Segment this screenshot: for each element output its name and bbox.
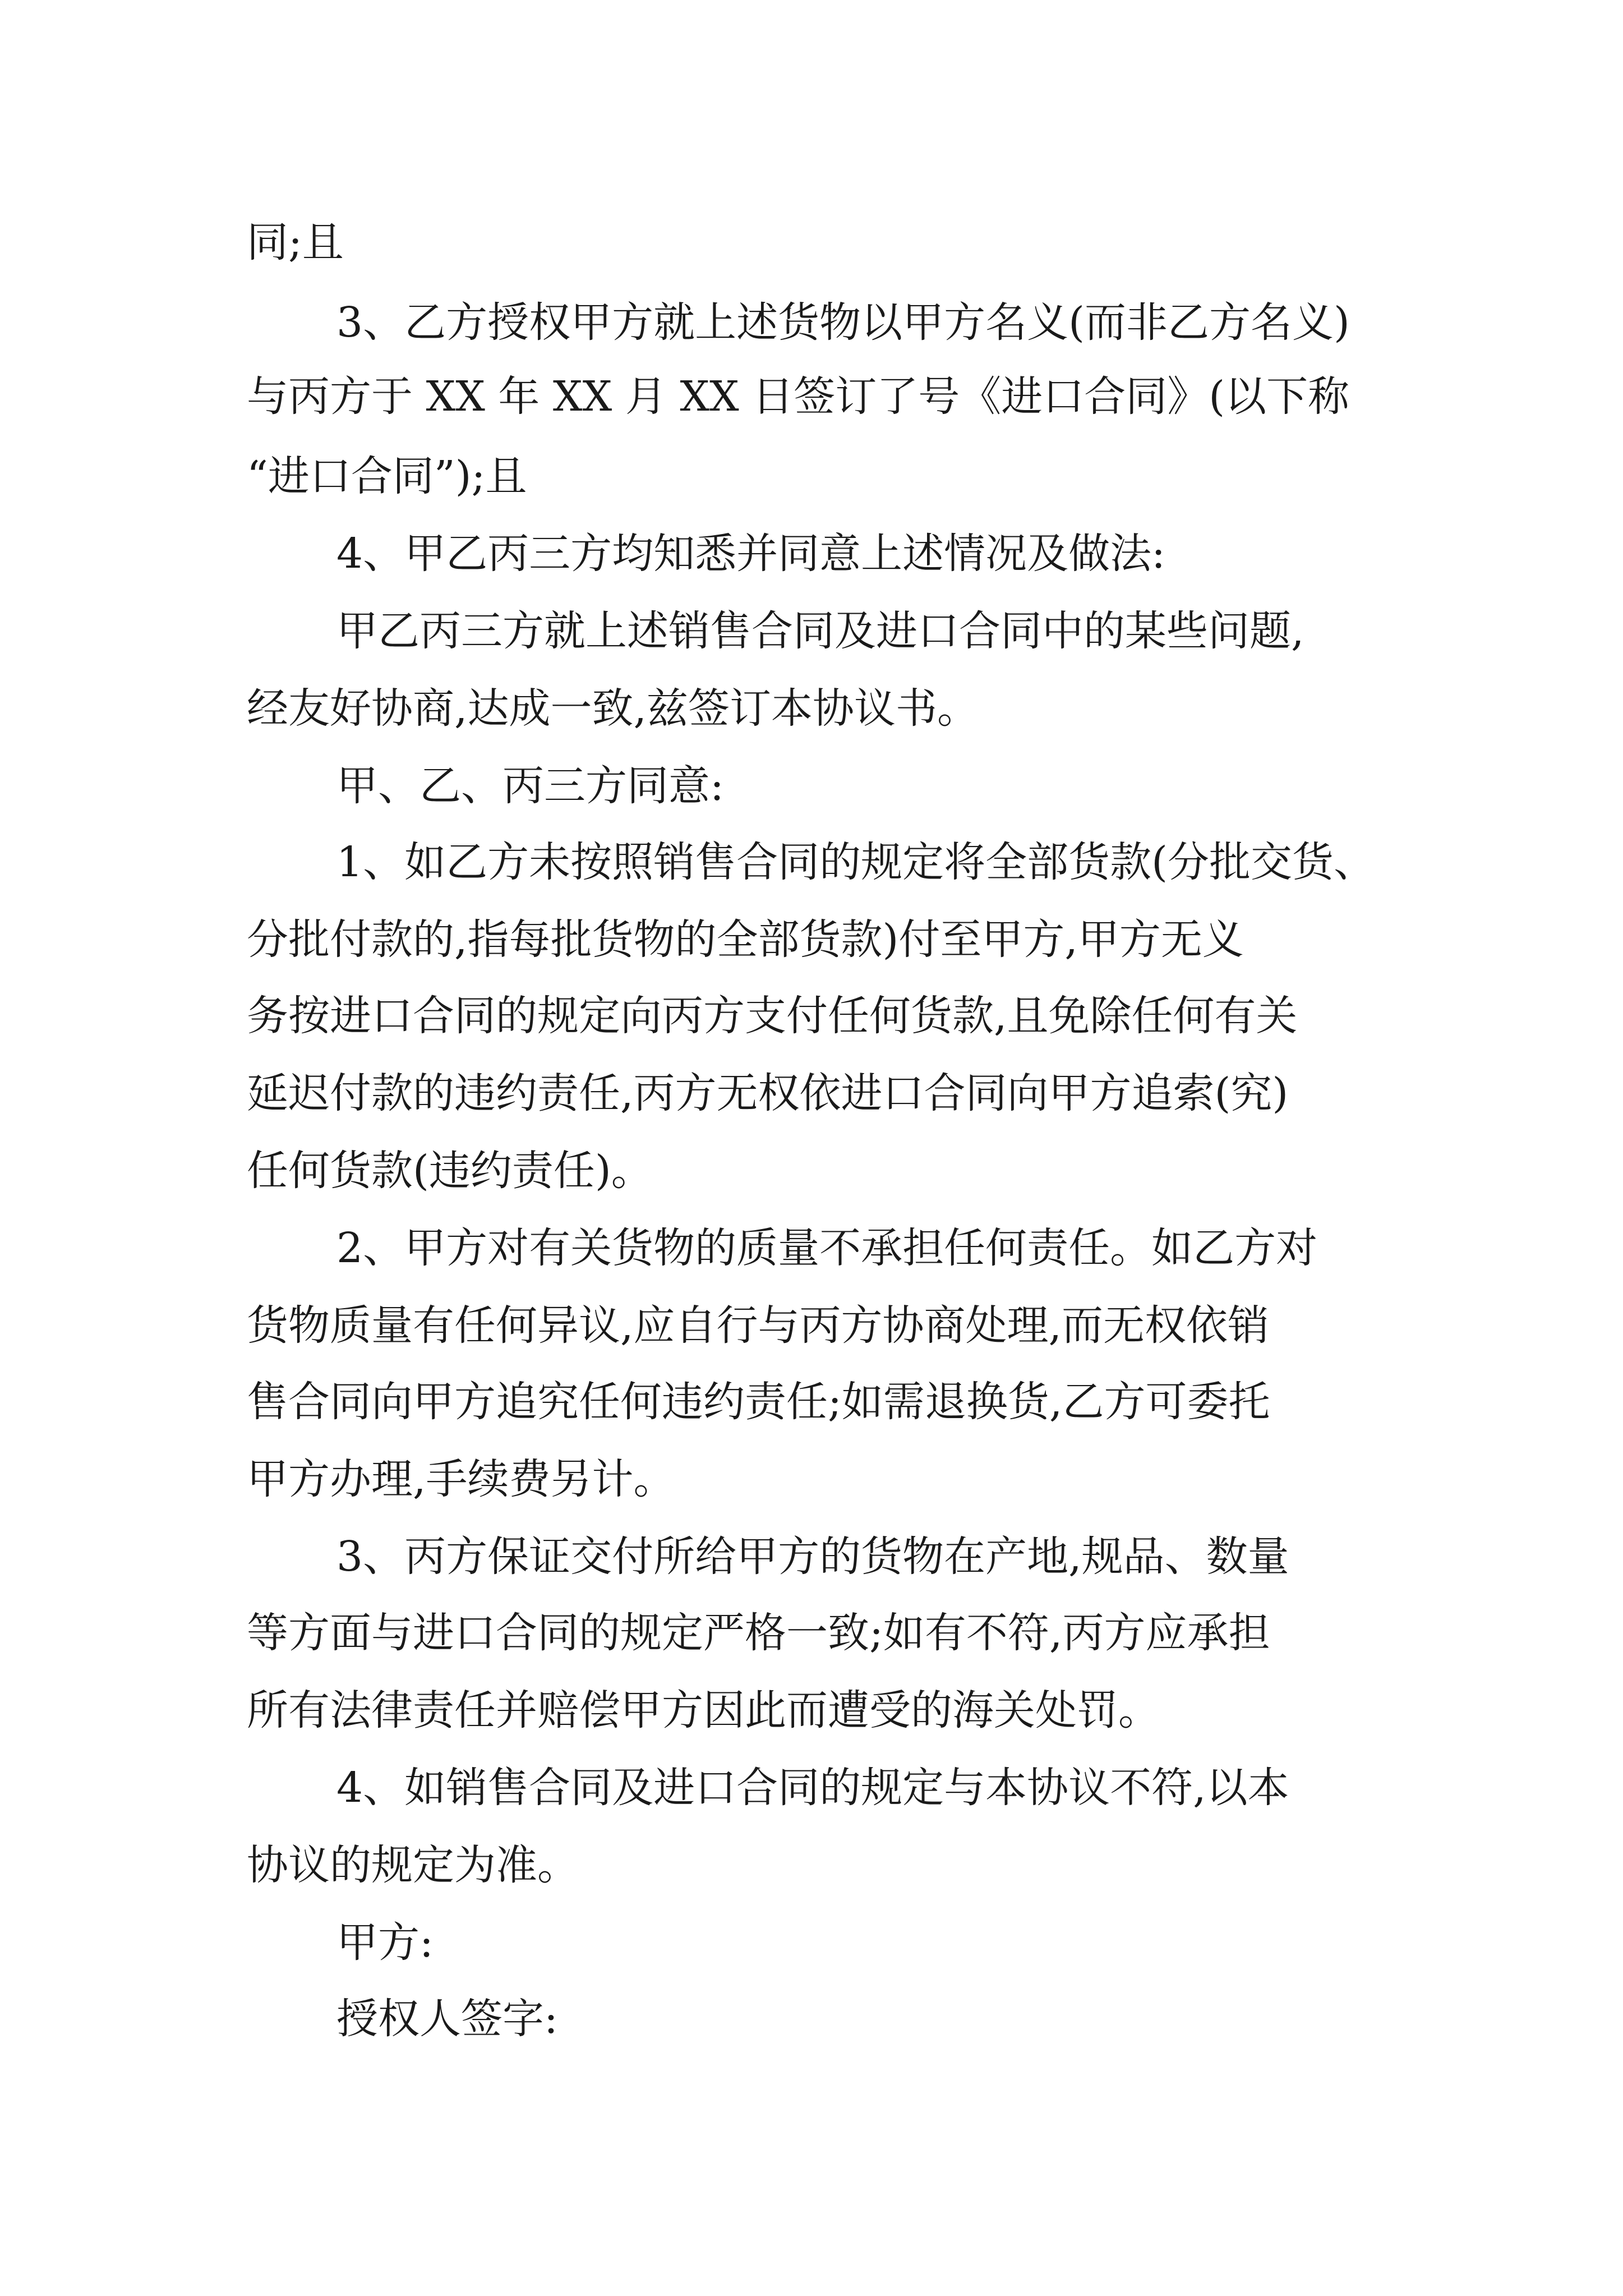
text-line: 2、甲方对有关货物的质量不承担任何责任。如乙方对 [336,1224,1318,1272]
text-line: 务按进口合同的规定向丙方支付任何货款,且免除任何有关 [247,992,1298,1040]
text-line: 3、丙方保证交付所给甲方的货物在产地,规品、数量 [336,1533,1289,1581]
text-line: 同;且 [247,218,344,266]
text-line: 甲方办理,手续费另计。 [247,1455,675,1503]
text-line: 延迟付款的违约责任,丙方无权依进口合同向甲方追索(究) [247,1069,1289,1117]
text-line: 分批付款的,指每批货物的全部货款)付至甲方,甲方无义 [247,915,1244,964]
text-line: 甲方: [336,1918,434,1967]
text-line: 1、如乙方未按照销售合同的规定将全部货款(分批交货、 [336,838,1375,886]
text-line: 3、乙方授权甲方就上述货物以甲方名义(而非乙方名义) [336,298,1350,347]
text-line: 甲乙丙三方就上述销售合同及进口合同中的某些问题, [336,607,1304,655]
text-line: 4、如销售合同及进口合同的规定与本协议不符,以本 [336,1764,1289,1812]
text-line: 4、甲乙丙三方均知悉并同意上述情况及做法: [336,530,1166,578]
text-line: 任何货款(违约责任)。 [247,1147,653,1195]
text-line: 所有法律责任并赔偿甲方因此而遭受的海关处罚。 [247,1686,1160,1734]
text-line: 等方面与进口合同的规定严格一致;如有不符,丙方应承担 [247,1609,1270,1657]
text-line: 与丙方于 XX 年 XX 月 XX 日签订了号《进口合同》(以下称 [247,372,1350,421]
text-line: 货物质量有任何异议,应自行与丙方协商处理,而无权依销 [247,1301,1270,1350]
text-line: 售合同向甲方追究任何违约责任;如需退换货,乙方可委托 [247,1378,1270,1426]
text-line: “进口合同”);且 [247,452,527,500]
text-line: 协议的规定为准。 [247,1841,579,1889]
text-line: 甲、乙、丙三方同意: [336,762,724,810]
text-line: 经友好协商,达成一致,兹签订本协议书。 [247,684,979,733]
text-line: 授权人签字: [336,1995,558,2043]
